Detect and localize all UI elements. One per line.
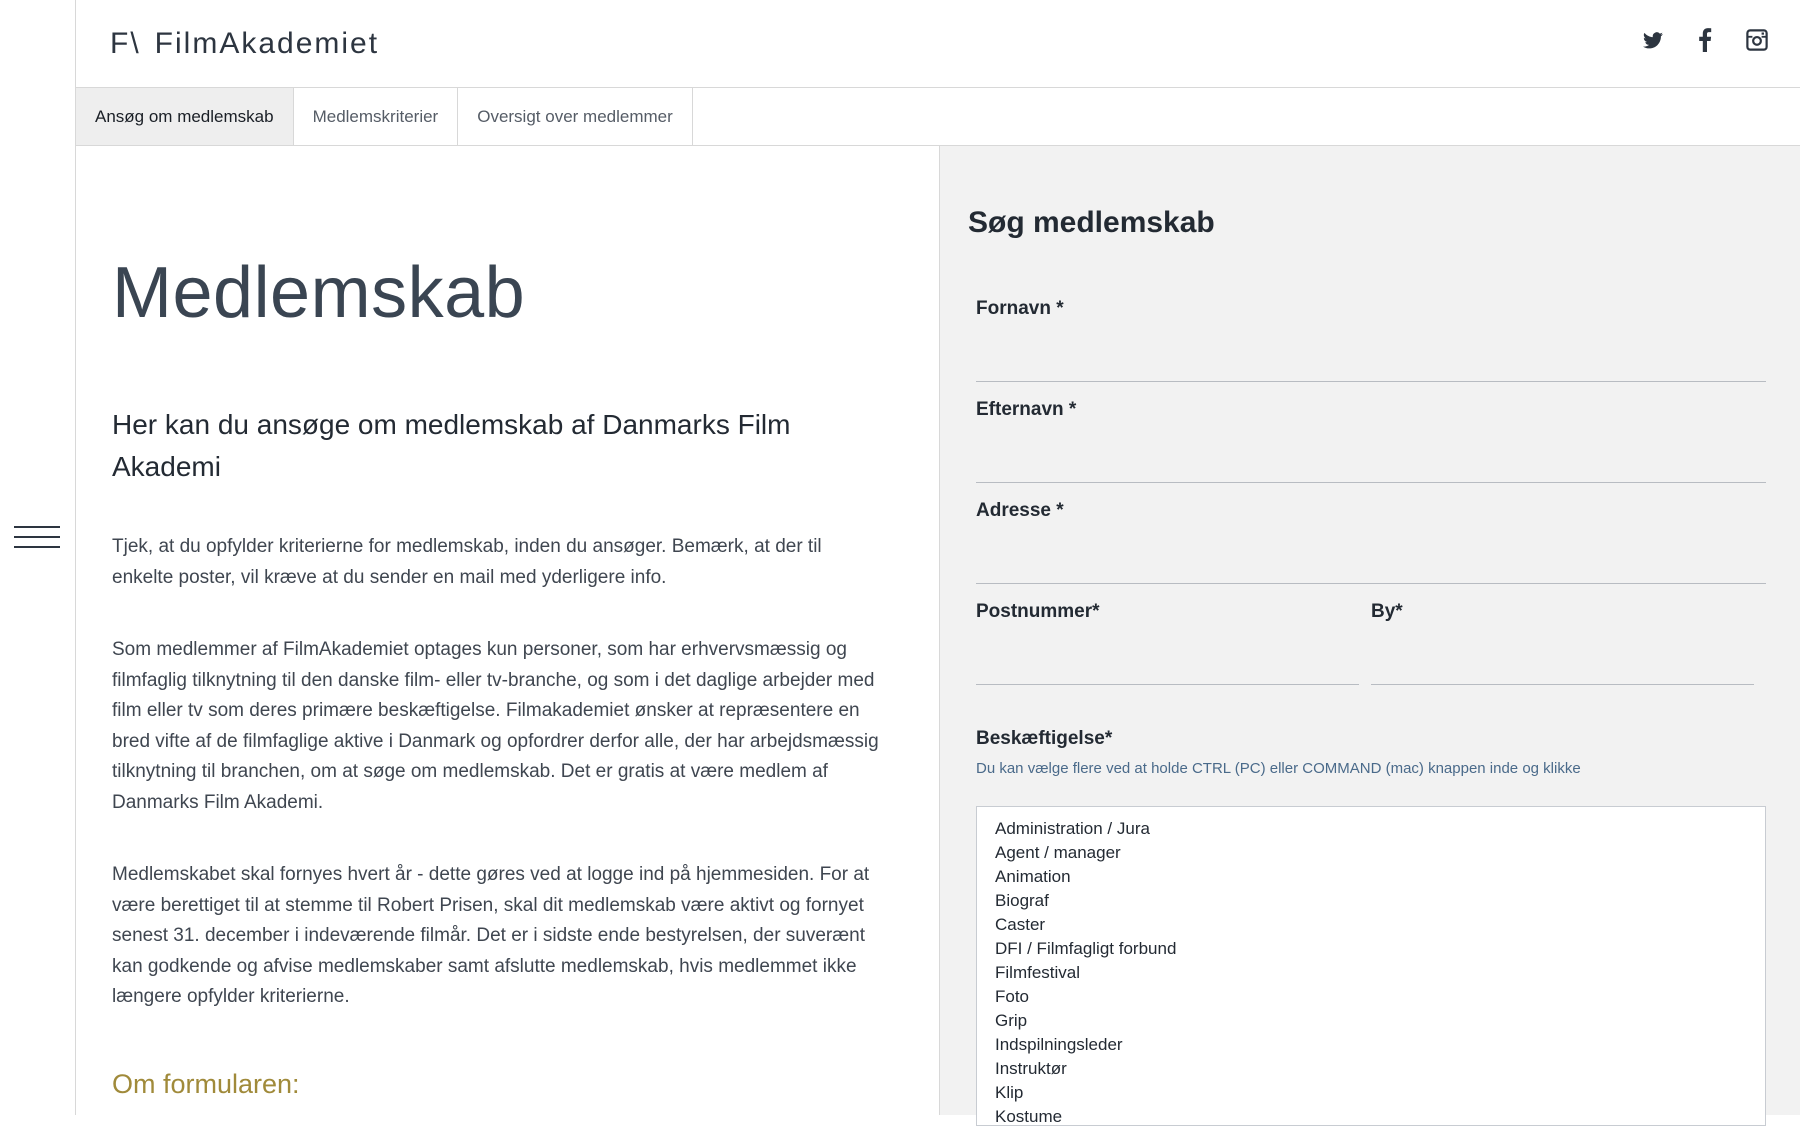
tab-apply-membership[interactable]: Ansøg om medlemskab — [76, 88, 294, 145]
firstname-field-group — [976, 298, 1766, 382]
occupation-option[interactable]: Animation — [995, 867, 1071, 886]
postal-label: Postnummer* — [976, 601, 1100, 622]
firstname-label: Fornavn * — [976, 298, 1064, 319]
occupation-option[interactable]: Agent / manager — [995, 843, 1121, 862]
tab-members-overview[interactable]: Oversigt over medlemmer — [458, 88, 693, 145]
left-rail — [0, 0, 76, 1115]
facebook-icon[interactable] — [1694, 28, 1716, 52]
membership-form-panel — [939, 146, 1800, 1126]
address-input[interactable] — [976, 544, 1766, 584]
occupation-option[interactable]: Klip — [995, 1083, 1024, 1102]
renewal-paragraph: Medlemskabet skal fornyes hvert år - dette gøres ved at logge ind på hjemmesiden. For at være berettiget til at stemme til Robert Prisen, skal dit medlemskab være aktivt og fornyet senest 31. december i indeværende filmår. Det er i sidste ende bestyrelsen, der suverænt kan godkende og afvise medlemskaber samt afslutte medlemskab, hvis medlemmet ikke længere opfylder kriterierne. — [112, 864, 870, 1007]
occupation-hint: Du kan vælge flere ved at holde CTRL (PC) eller COMMAND (mac) knappen inde og klikke — [976, 760, 1581, 777]
lastname-label: Efternavn * — [976, 399, 1077, 420]
lastname-field-group — [976, 399, 1766, 483]
page-title: Medlemskab — [112, 253, 526, 333]
social-links — [1642, 28, 1768, 52]
postal-input[interactable] — [976, 645, 1359, 685]
lastname-input[interactable] — [976, 443, 1766, 483]
occupation-option[interactable]: Indspilningsleder — [995, 1035, 1123, 1054]
occupation-field-group — [976, 728, 1766, 777]
instagram-icon[interactable] — [1746, 28, 1768, 52]
occupation-option[interactable]: Filmfestival — [995, 963, 1081, 982]
address-field-group — [976, 500, 1766, 584]
criteria-paragraph: Som medlemmer af FilmAkademiet optages kun personer, som har erhvervsmæssig og filmfaglig tilknytning til den danske film- eller tv-branche, og som i det daglige arbejder med film eller tv som deres primære beskæftigelse. Filmakademiet ønsker at repræsentere en bred vifte af de filmfaglige aktive i Danmark og opfordrer derfor alle, der har arbejdsmæssig tilknytning til branchen, om at søge om medlemskab. Det er gratis at være medlem af Danmarks Film Akademi. — [112, 639, 879, 813]
firstname-input[interactable] — [976, 342, 1766, 382]
tab-bar — [76, 88, 1800, 146]
occupation-option[interactable]: Grip — [995, 1011, 1028, 1030]
hamburger-line — [14, 536, 60, 538]
tab-membership-criteria[interactable]: Medlemskriterier — [294, 88, 459, 145]
hamburger-line — [14, 546, 60, 548]
twitter-icon[interactable] — [1642, 28, 1664, 52]
occupation-option[interactable]: Foto — [995, 987, 1030, 1006]
main-content — [76, 146, 939, 1115]
occupation-option[interactable]: Administration / Jura — [995, 819, 1150, 838]
logo-mark: F\ — [110, 27, 141, 60]
city-field-group — [1371, 601, 1754, 685]
form-info-heading: Om formularen: — [112, 1068, 300, 1099]
city-input[interactable] — [1371, 645, 1754, 685]
occupation-option[interactable]: Caster — [995, 915, 1046, 934]
occupation-multiselect[interactable] — [976, 806, 1766, 1126]
form-title: Søg medlemskab — [968, 206, 1215, 239]
intro-paragraph: Tjek, at du opfylder kriterierne for medlemskab, inden du ansøger. Bemærk, at der til enkelte poster, vil kræve at du sender en mail med yderligere info. — [112, 536, 822, 588]
lead-heading: Her kan du ansøge om medlemskab af Danmarks Film Akademi — [112, 409, 791, 482]
occupation-label: Beskæftigelse* — [976, 728, 1113, 749]
site-header — [76, 0, 1800, 88]
hamburger-menu-icon[interactable] — [14, 526, 60, 548]
address-label: Adresse * — [976, 500, 1064, 521]
city-label: By* — [1371, 601, 1403, 622]
occupation-option[interactable]: DFI / Filmfagligt forbund — [995, 939, 1177, 958]
occupation-option[interactable]: Kostume — [995, 1107, 1063, 1126]
postal-field-group — [976, 601, 1359, 685]
hamburger-line — [14, 526, 60, 528]
logo-text: FilmAkademiet — [154, 27, 380, 60]
occupation-option[interactable]: Instruktør — [995, 1059, 1067, 1078]
occupation-option[interactable]: Biograf — [995, 891, 1049, 910]
site-logo[interactable] — [110, 26, 379, 62]
